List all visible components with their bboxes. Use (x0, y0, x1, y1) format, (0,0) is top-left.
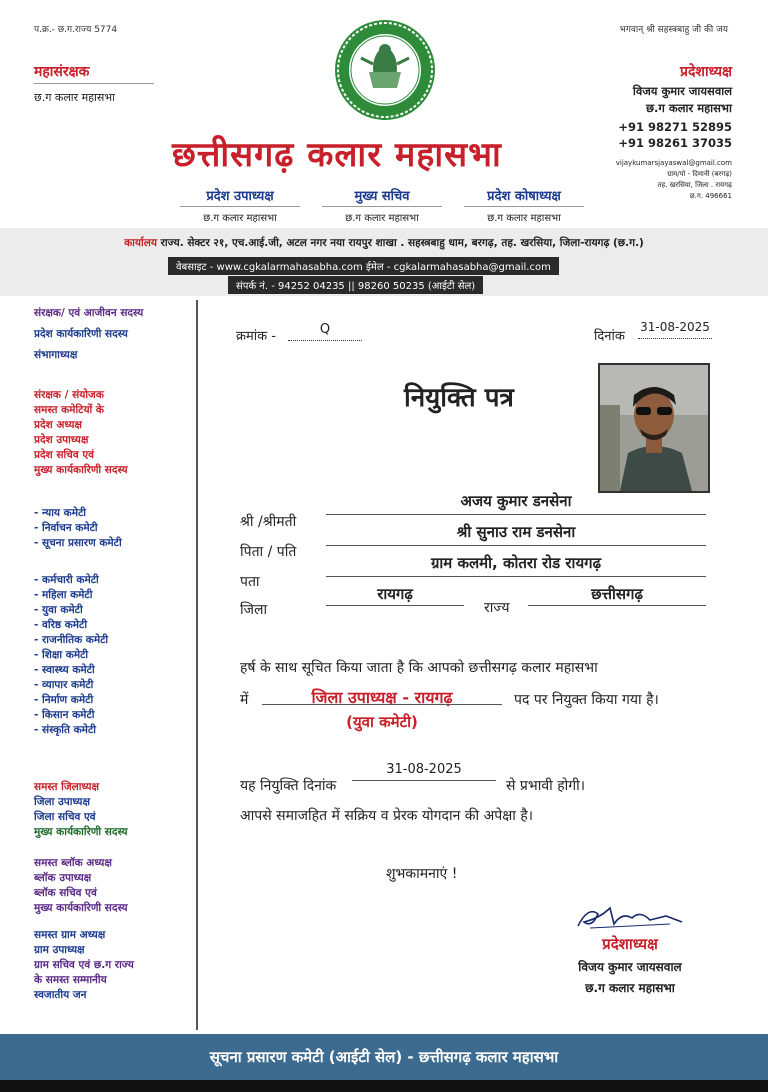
sidebar-item: ब्लॉक उपाध्यक्ष (34, 872, 92, 884)
president-email: vijaykumarsjayaswal@gmail.com (615, 159, 732, 167)
body-line-3: आपसे समाजहित में सक्रिय व प्रेरक योगदान की अपेक्षा है। (240, 808, 534, 824)
office-vice-president: प्रदेश उपाध्यक्ष (206, 189, 274, 204)
sidebar-item: ब्लॉक सचिव एवं (34, 887, 97, 899)
sidebar-item: जिला सचिव एवं (34, 811, 96, 823)
registration-number: प.क्र.- छ.ग.राज्य 5774 (34, 25, 118, 35)
sidebar-item: - संस्कृति कमेटी (34, 724, 96, 736)
sidebar-item: - निर्माण कमेटी (34, 694, 94, 706)
sidebar-divider (196, 300, 198, 1030)
effective-prefix: यह नियुक्ति दिनांक (240, 778, 337, 794)
sidebar-item: - वरिष्ठ कमेटी (34, 619, 88, 631)
office-org: छ.ग कलार महासभा (345, 213, 419, 224)
patron-role: महासंरक्षक (34, 64, 90, 80)
organization-logo (333, 18, 437, 122)
sidebar-item: प्रदेश कार्यकारिणी सदस्य (34, 328, 128, 340)
sidebar-group-7 (34, 928, 134, 1003)
sidebar-item: मुख्य कार्यकारिणी सदस्य (34, 902, 128, 914)
parent-label: पिता / पति (240, 544, 297, 560)
sidebar-item: स्वजातीय जन (34, 989, 87, 1001)
signatory-org: छ.ग कलार महासभा (585, 981, 675, 995)
sidebar-item: मुख्य कार्यकारिणी सदस्य (34, 464, 128, 476)
contact-line: संपर्क नं. - 94252 04235 || 98260 50235 (आईटी सेल) (228, 276, 483, 294)
sidebar-item: मुख्य कार्यकारिणी सदस्य (34, 826, 128, 838)
phone-2: +91 98261 37035 (618, 136, 732, 150)
sidebar-item: समस्त ब्लॉक अध्यक्ष (34, 857, 112, 869)
name-label: श्री /श्रीमती (240, 514, 297, 530)
office-chief-secretary: मुख्य सचिव (354, 189, 410, 204)
sidebar-item: ग्राम उपाध्यक्ष (34, 944, 85, 956)
address-line-3: छ.ग. 496661 (689, 192, 732, 200)
office-treasurer: प्रदेश कोषाध्यक्ष (487, 189, 561, 204)
address-label: पता (240, 574, 260, 590)
office-address: कार्यालय राज्य. सेक्टर २१, एच.आई.जी, अटल नगर नया रायपुर शाखा . सहस्त्रबाहु धाम, बरगढ़, तह. खरसिया, जिला-रायगढ़ (छ.ग.) (124, 237, 644, 249)
sidebar-item: - शिक्षा कमेटी (34, 649, 89, 661)
body-in-prefix: में (240, 692, 249, 708)
sidebar-item: प्रदेश सचिव एवं (34, 449, 94, 461)
serial-value: Q (288, 322, 362, 341)
sidebar-group-2 (34, 388, 128, 478)
wishes-text: शुभकामनाएं ! (386, 866, 458, 882)
sidebar-group-4 (34, 573, 108, 738)
state-value: छत्तीसगढ़ (591, 585, 643, 603)
sidebar-item: - स्वास्थ्य कमेटी (34, 664, 95, 676)
sidebar-item: संरक्षक/ एवं आजीवन सदस्य (34, 307, 144, 319)
body-line-1: हर्ष के साथ सूचित किया जाता है कि आपको छत्तीसगढ़ कलार महासभा (240, 660, 598, 676)
office-org: छ.ग कलार महासभा (203, 213, 277, 224)
district-label: जिला (240, 602, 268, 618)
address-line-1: ग्राम/पो - दिमानी (बरगढ़) (667, 170, 732, 178)
appointed-post: जिला उपाध्यक्ष - रायगढ़ (311, 688, 453, 707)
sidebar-item: के समस्त सम्मानीय (34, 974, 107, 986)
sidebar-item: प्रदेश उपाध्यक्ष (34, 434, 89, 446)
effective-suffix: से प्रभावी होगी। (506, 778, 586, 794)
signatory-role: प्रदेशाध्यक्ष (602, 935, 658, 953)
president-role: प्रदेशाध्यक्ष (680, 64, 732, 80)
sidebar-group-1 (34, 306, 143, 363)
sidebar-item: - राजनीतिक कमेटी (34, 634, 109, 646)
sidebar-group-5 (34, 780, 128, 840)
sidebar-item: समस्त कमेटियों के (34, 404, 104, 416)
sidebar-item: समस्त ग्राम अध्यक्ष (34, 929, 106, 941)
sidebar-item: - युवा कमेटी (34, 604, 83, 616)
date-value: 31-08-2025 (638, 320, 712, 339)
blessing-text: भगवान् श्री सहस्त्रबाहु जी की जय (619, 25, 728, 35)
parent-value: श्री सुनाउ राम डनसेना (456, 523, 576, 541)
district-value: रायगढ़ (377, 585, 413, 603)
sidebar-item: जिला उपाध्यक्ष (34, 796, 91, 808)
state-label: राज्य (484, 600, 510, 616)
president-org: छ.ग कलार महासभा (645, 101, 732, 115)
sidebar-group-3 (34, 506, 122, 551)
sidebar-item: - व्यापार कमेटी (34, 679, 94, 691)
signature (570, 900, 690, 936)
address-value: ग्राम कलमी, कोतरा रोड रायगढ़ (430, 554, 602, 572)
signatory-name: विजय कुमार जायसवाल (578, 960, 682, 974)
sidebar-item: - निर्वाचन कमेटी (34, 522, 98, 534)
serial-label: क्रमांक - (236, 329, 276, 344)
sidebar-item: - महिला कमेटी (34, 589, 93, 601)
sidebar-item: - सूचना प्रसारण कमेटी (34, 537, 122, 549)
sidebar-group-6 (34, 856, 128, 916)
sidebar-item: समस्त जिलाध्यक्ष (34, 781, 100, 793)
sidebar-item: ग्राम सचिव एवं छ.ग राज्य (34, 959, 134, 971)
bottom-edge (0, 1080, 768, 1092)
website-email-line: वेबसाइट - www.cgkalarmahasabha.com ईमेल - cgkalarmahasabha@gmail.com (168, 257, 559, 275)
sidebar-item: - किसान कमेटी (34, 709, 95, 721)
appointed-committee: (युवा कमेटी) (346, 713, 418, 731)
letter-heading: नियुक्ति पत्र (404, 383, 514, 413)
sidebar-item: संरक्षक / संयोजक (34, 389, 104, 401)
sidebar-item: प्रदेश अध्यक्ष (34, 419, 82, 431)
date-label: दिनांक (594, 329, 625, 344)
president-name: विजय कुमार जायसवाल (632, 84, 732, 98)
address-line-2: तह. खरसिया, जिला . रायगढ़ (657, 181, 732, 189)
footer-bar: सूचना प्रसारण कमेटी (आईटी सेल) - छत्तीसगढ़ कलार महासभा (0, 1034, 768, 1080)
member-photo (598, 363, 710, 493)
organization-title: छत्तीसगढ़ कलार महासभा (172, 135, 502, 175)
sidebar-item: - न्याय कमेटी (34, 507, 87, 519)
sidebar-item: संभागाध्यक्ष (34, 349, 78, 361)
effective-date: 31-08-2025 (386, 762, 462, 777)
phone-1: +91 98271 52895 (618, 120, 732, 134)
name-value: अजय कुमार डनसेना (460, 492, 572, 510)
body-line-2-suffix: पद पर नियुक्त किया गया है। (514, 692, 659, 708)
patron-org: छ.ग कलार महासभा (34, 91, 115, 104)
sidebar-item: - कर्मचारी कमेटी (34, 574, 99, 586)
office-org: छ.ग कलार महासभा (487, 213, 561, 224)
